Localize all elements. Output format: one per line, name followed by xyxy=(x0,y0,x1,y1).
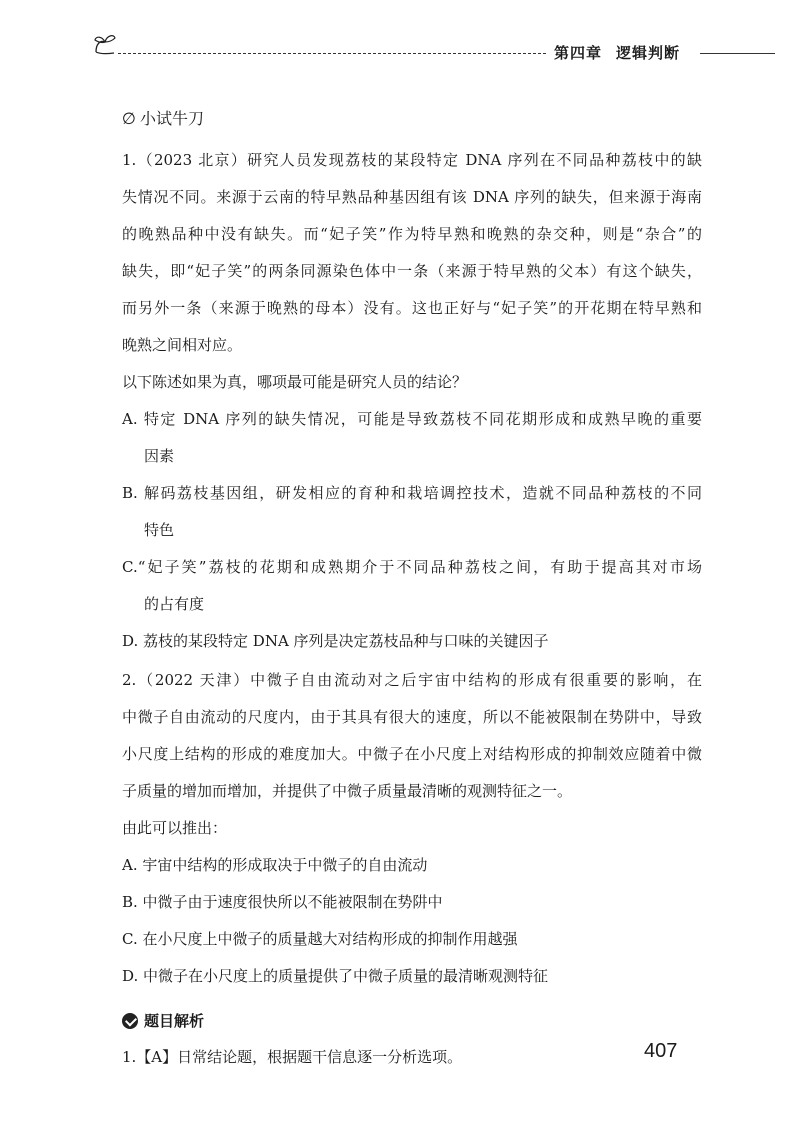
question-line: 中微子自由流动的尺度内，由于其具有很大的速度，所以不能被限制在势阱中，导致 xyxy=(122,708,702,726)
option-b: B. 中微子由于速度很快所以不能被限制在势阱中 xyxy=(122,893,443,911)
option-a: A. 宇宙中结构的形成取决于中微子的自由流动 xyxy=(122,856,428,874)
option-b: B. 解码荔枝基因组，研发相应的育种和栽培调控技术，造就不同品种荔枝的不同 xyxy=(122,484,702,502)
option-d: D. 荔枝的某段特定 DNA 序列是决定荔枝品种与口味的关键因子 xyxy=(122,632,549,650)
chapter-number: 第四章 xyxy=(554,44,603,62)
question-line: 而另外一条（来源于晚熟的母本）没有。这也正好与“妃子笑”的开花期在特早熟和 xyxy=(122,299,702,317)
header-dotted-rule xyxy=(118,53,546,54)
header-solid-rule xyxy=(700,53,775,54)
question-line: 2.（2022 天津）中微子自由流动对之后宇宙中结构的形成有很重要的影响，在 xyxy=(122,671,702,689)
question-line: 缺失，即“妃子笑”的两条同源染色体中一条（来源于特早熟的父本）有这个缺失， xyxy=(122,262,702,280)
analysis-icon xyxy=(122,1013,138,1029)
option-b-continued: 特色 xyxy=(144,521,175,539)
option-a: A. 特定 DNA 序列的缺失情况，可能是导致荔枝不同花期形成和成熟早晚的重要 xyxy=(122,410,702,428)
page-number: 407 xyxy=(644,1040,678,1062)
section-title xyxy=(122,100,702,138)
question-line: 晚熟之间相对应。 xyxy=(122,336,243,354)
question-line: 小尺度上结构的形成的难度加大。中微子在小尺度上对结构形成的抑制效应随着中微 xyxy=(122,745,702,763)
question-prompt: 由此可以推出： xyxy=(122,819,228,837)
knife-icon: ∅ xyxy=(122,109,136,128)
analysis-heading xyxy=(122,1003,702,1039)
question-line: 的晚熟品种中没有缺失。而“妃子笑”作为特早熟和晚熟的杂交种，则是“杂合”的 xyxy=(122,225,702,243)
question-2 xyxy=(122,662,702,995)
option-d: D. 中微子在小尺度上的质量提供了中微子质量的最清晰观测特征 xyxy=(122,967,549,985)
option-a-continued: 因素 xyxy=(144,447,175,465)
section-title-text: 小试牛刀 xyxy=(140,109,205,128)
question-prompt: 以下陈述如果为真，哪项最可能是研究人员的结论？ xyxy=(122,373,468,391)
analysis-title: 题目解析 xyxy=(144,1012,205,1030)
page-header xyxy=(0,0,800,80)
sprout-icon xyxy=(92,30,118,56)
option-c: C. 在小尺度上中微子的质量越大对结构形成的抑制作用越强 xyxy=(122,930,518,948)
question-line: 子质量的增加而增加，并提供了中微子质量最清晰的观测特征之一。 xyxy=(122,782,573,800)
question-line: 1.（2023 北京）研究人员发现荔枝的某段特定 DNA 序列在不同品种荔枝中的缺 xyxy=(122,151,702,169)
chapter-title: 逻辑判断 xyxy=(616,44,681,62)
question-1 xyxy=(122,142,702,660)
option-c: C.“妃子笑”荔枝的花期和成熟期介于不同品种荔枝之间，有助于提高其对市场 xyxy=(122,558,702,576)
option-c-continued: 的占有度 xyxy=(144,595,205,613)
analysis-line: 1.【A】日常结论题，根据题干信息逐一分析选项。 xyxy=(122,1048,463,1066)
page-content xyxy=(122,100,702,1076)
question-line: 失情况不同。来源于云南的特早熟品种基因组有该 DNA 序列的缺失，但来源于海南 xyxy=(122,188,702,206)
chapter-heading xyxy=(554,42,680,63)
